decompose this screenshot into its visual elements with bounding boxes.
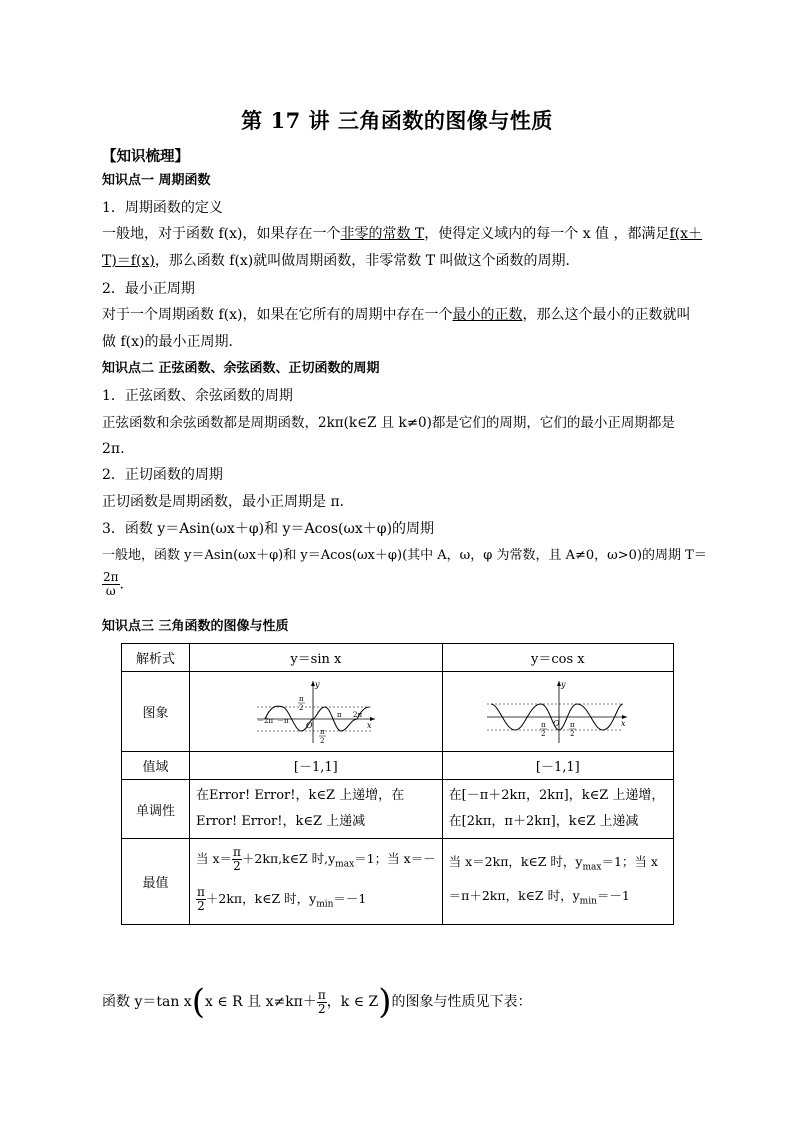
sin-label-neghalfpi-den: 2	[319, 736, 325, 745]
kp1-item2-line1: 对于一个周期函数 f(x)，如果在它所有的周期中存在一个最小的正数，那么这个最小的正数就叫	[102, 307, 691, 323]
row-label-range: 值域	[122, 752, 190, 780]
kp2-item1-line2: 2π.	[102, 441, 125, 457]
sin-label-negpi: －π	[276, 716, 289, 725]
trig-properties-table	[121, 643, 674, 925]
cos-extreme	[442, 839, 673, 925]
period-fraction: $\frac{2\pi}{\omega}$	[103, 570, 119, 598]
table-header-formula: 解析式	[122, 644, 190, 672]
sin-range: [－1,1]	[190, 752, 443, 780]
row-label-extreme: 最值	[122, 839, 190, 925]
cos-y-label: y	[560, 679, 566, 689]
sin-extreme	[190, 839, 443, 925]
tan-intro-suffix: 的图象与性质见下表：	[391, 994, 532, 1010]
kp3-heading: 知识点三 三角函数的图像与性质	[102, 619, 289, 634]
kp2-item2-title: 2．正切函数的周期	[102, 467, 223, 483]
sin-graph	[251, 677, 381, 747]
kp1-item2-line2: 做 f(x)的最小正周期．	[102, 334, 243, 350]
cos-monotonic	[442, 780, 673, 839]
sin-origin: O	[305, 720, 313, 730]
cos-graph	[483, 677, 633, 747]
kp2-item3-line1: 一般地，函数 y＝Asin(ωx＋φ)和 y＝Acos(ωx＋φ)(其中 A，ω，φ 为常数，且 A≠0，ω>0)的周期 T＝	[102, 548, 707, 563]
cos-label-neghalfpi-num: π	[540, 720, 546, 729]
kp1-item1-title: 1．周期函数的定义	[102, 200, 223, 216]
cos-graph-cell	[442, 672, 673, 752]
cos-ext-line1: 当 x＝2kπ，k∈Z 时，$y_{max}=1$；当 x	[448, 854, 658, 873]
sin-x-label: x	[366, 720, 372, 730]
cos-ext-line2: ＝π＋2kπ，k∈Z 时，$y_{min}=-1$	[448, 887, 630, 906]
cos-range: [－1,1]	[442, 752, 673, 780]
kp1-item1-line1: 一般地，对于函数 f(x)，如果存在一个非零的常数 T，使得定义域内的每一个 x 值 ，都满足f(x＋	[102, 226, 703, 242]
cos-label-neghalfpi-den: 2	[540, 729, 546, 738]
section-header: 【知识梳理】	[102, 148, 189, 165]
row-label-monotonic: 单调性	[122, 780, 190, 839]
tan-intro: 函数 y＝tan x(x ∈ R 且 x≠kπ＋ $\frac{\pi}{2}$ ，k ∈ Z)的图象与性质见下表：	[102, 982, 532, 1022]
sin-graph-cell	[190, 672, 443, 752]
kp2-heading: 知识点二 正弦函数、余弦函数、正切函数的周期	[102, 361, 380, 376]
sin-mono-line2: Error! Error!，k∈Z 上递减	[196, 814, 366, 829]
table-header-cos: y＝cos x	[442, 644, 673, 672]
sin-label-halfpi-num: π	[298, 694, 304, 703]
kp2-item3-fraction: $\frac{2\pi}{\omega}$ .	[103, 570, 124, 598]
cos-origin: O	[552, 718, 560, 728]
cos-label-halfpi-den: 2	[569, 729, 575, 738]
sin-mono-line1: 在Error! Error!，k∈Z 上递增，在	[196, 788, 405, 803]
table-header-sin: y＝sin x	[190, 644, 443, 672]
tan-intro-prefix: 函数 y＝tan x	[102, 994, 192, 1010]
kp1-item1-line2: T)＝f(x)，那么函数 f(x)就叫做周期函数，非零常数 T 叫做这个函数的周期．	[102, 253, 580, 269]
sin-ext-line2: $\frac{\pi}{2}$ ＋2kπ，k∈Z 时，$y_{min}=-1$	[197, 884, 367, 913]
sin-monotonic	[190, 780, 443, 839]
sin-y-label: y	[314, 679, 320, 689]
sin-ext-line1: 当 x＝ $\frac{\pi}{2}$ ＋2kπ,k∈Z 时$,y_{max}=1$；当 x＝－	[196, 845, 436, 873]
kp2-item1-line1: 正弦函数和余弦函数都是周期函数，2kπ(k∈Z 且 k≠0)都是它们的周期，它们的最小正周期都是	[102, 415, 675, 431]
sin-label-neg2pi: －2π	[256, 716, 273, 725]
sin-label-pi: π	[336, 710, 342, 719]
kp2-item3-title: 3．函数 y＝Asin(ωx＋φ)和 y＝Acos(ωx＋φ)的周期	[102, 521, 435, 537]
row-label-graph: 图象	[122, 672, 190, 752]
kp1-heading: 知识点一 周期函数	[102, 173, 211, 188]
sin-label-halfpi-den: 2	[298, 703, 304, 712]
sin-label-2pi: 2π	[352, 710, 362, 719]
sin-label-neghalfpi-num: π	[319, 727, 325, 736]
tan-intro-condition: x ∈ R 且 x≠kπ＋	[204, 994, 317, 1010]
page-title: 第 17 讲 三角函数的图像与性质	[241, 108, 553, 133]
kp2-item2-line1: 正切函数是周期函数，最小正周期是 π.	[102, 494, 345, 510]
cos-x-label: x	[620, 718, 626, 728]
cos-mono-line2: 在[2kπ，π＋2kπ]，k∈Z 上递减	[448, 814, 639, 829]
cos-label-halfpi-num: π	[569, 720, 575, 729]
kp2-item1-title: 1．正弦函数、余弦函数的周期	[102, 388, 293, 404]
cos-mono-line1: 在[－π＋2kπ，2kπ]，k∈Z 上递增，	[448, 788, 665, 803]
kp1-item2-title: 2．最小正周期	[102, 281, 195, 297]
